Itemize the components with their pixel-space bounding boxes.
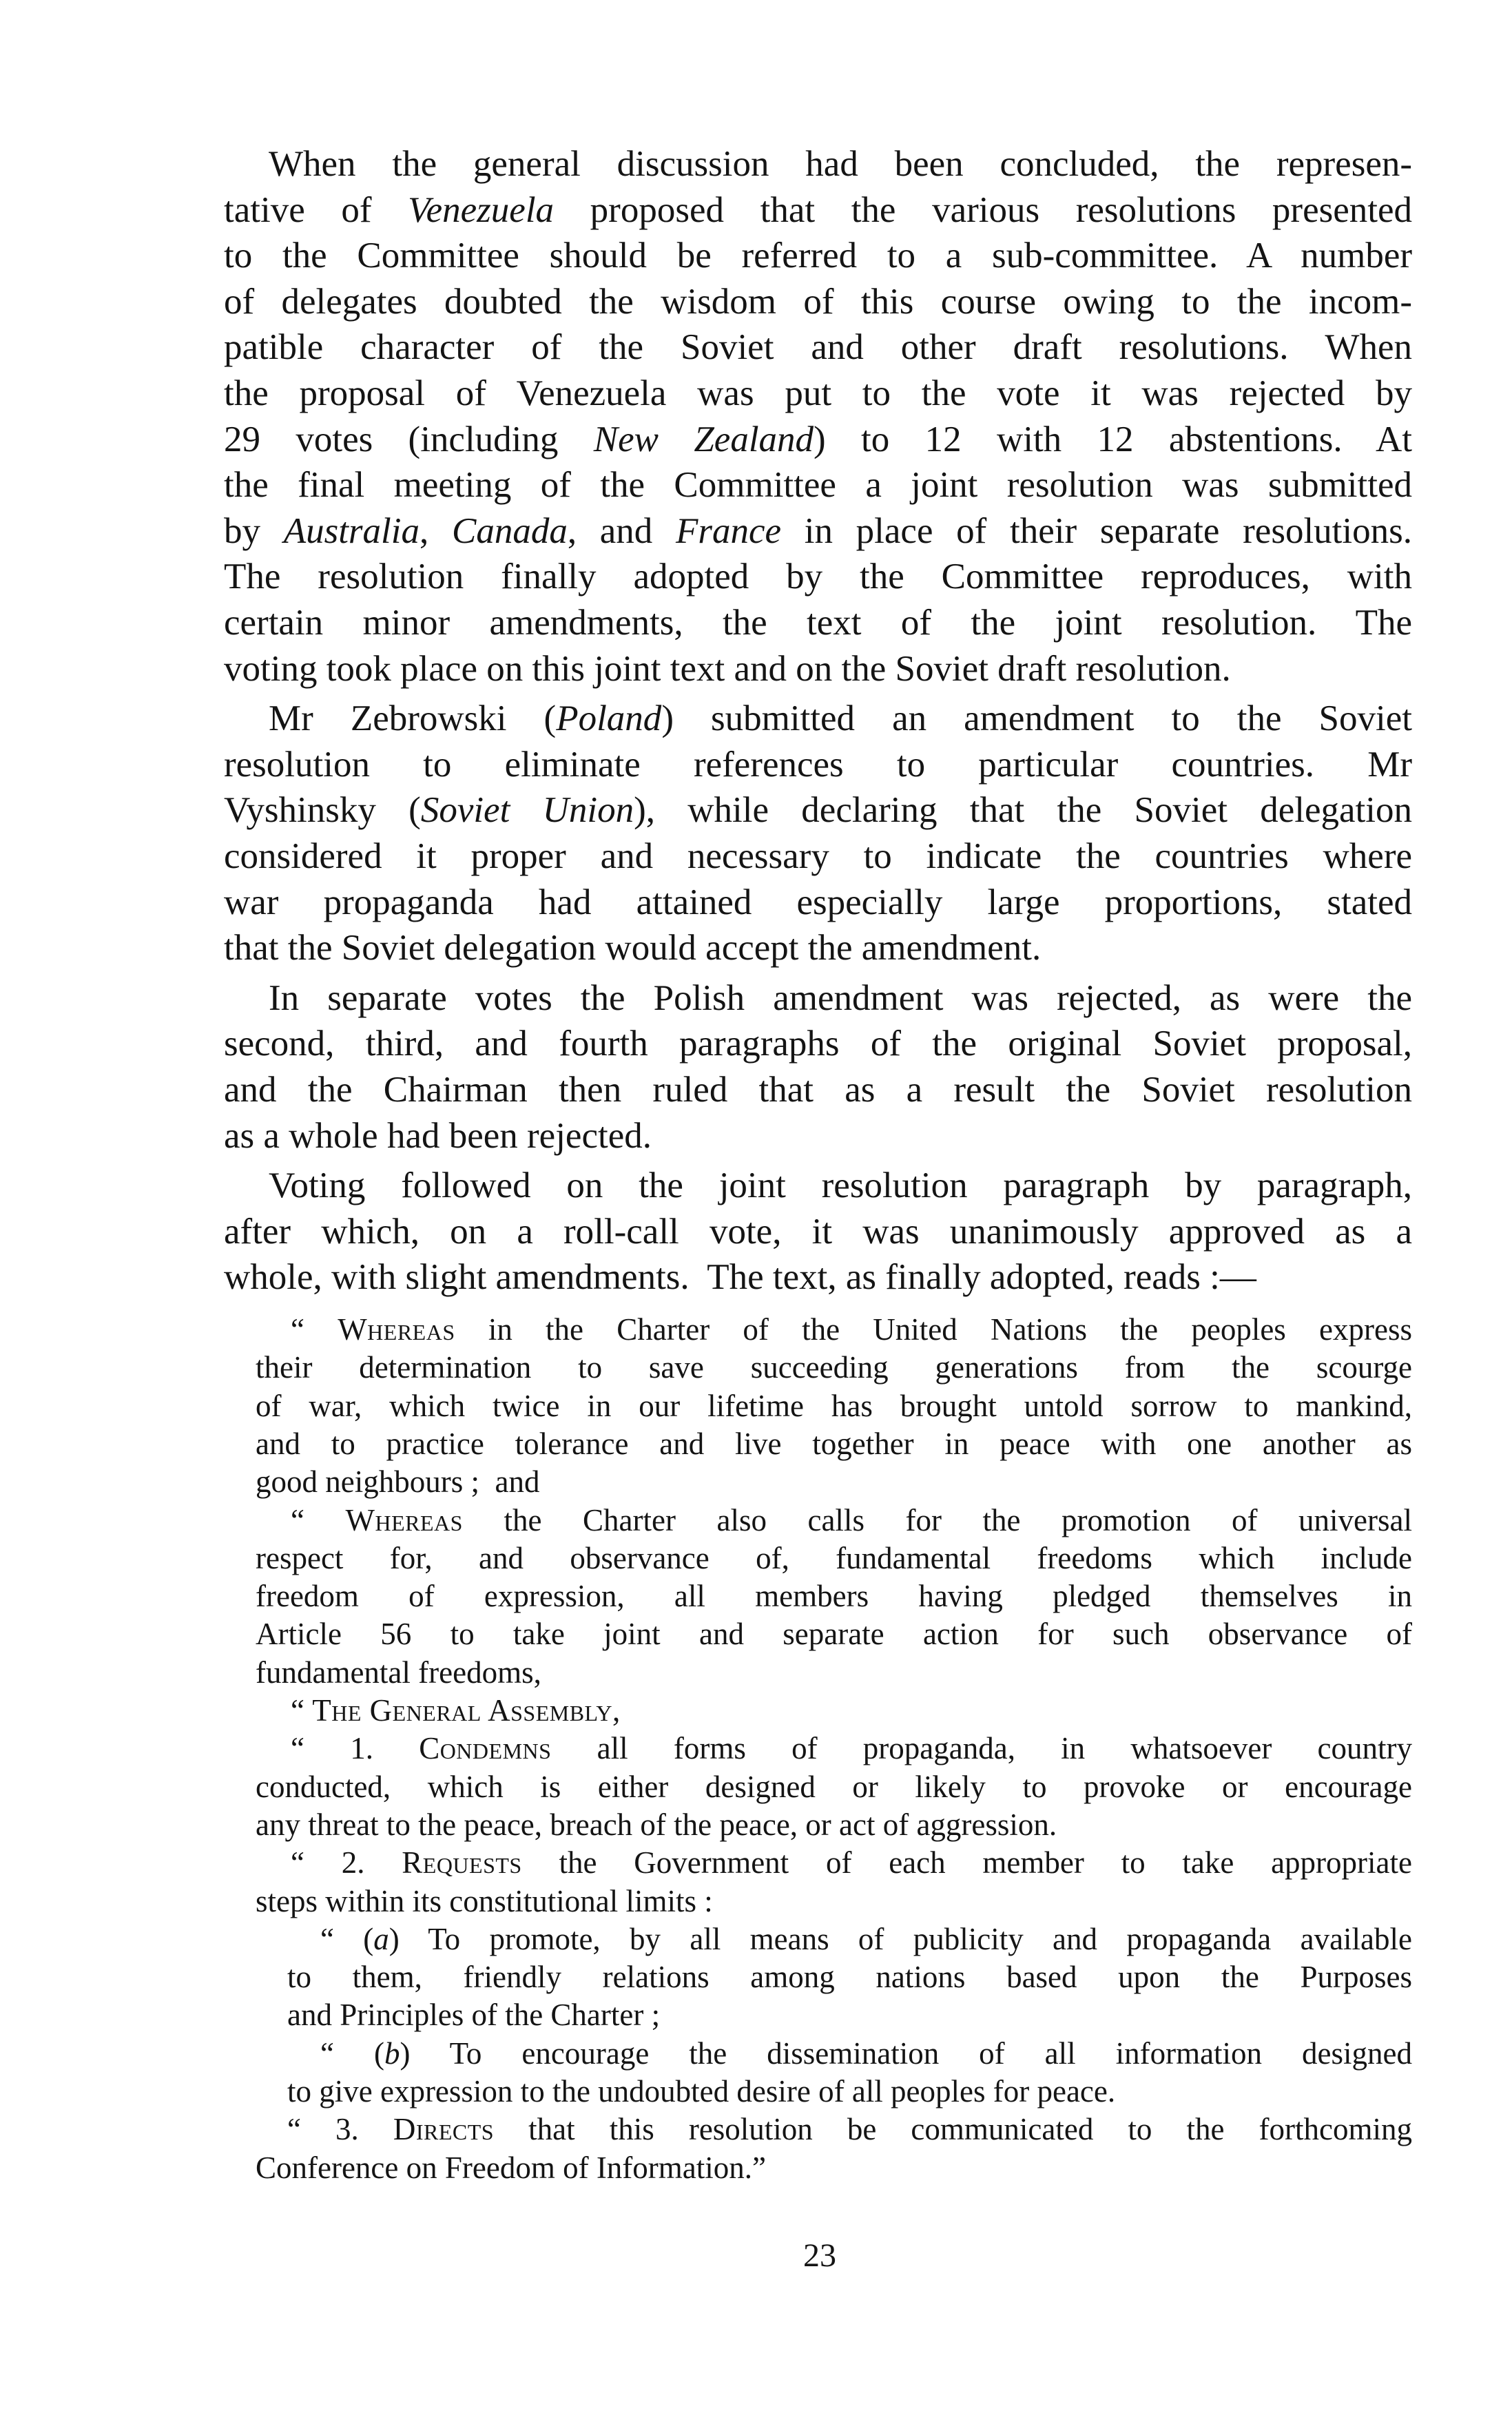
text-run: to the Committee should be referred to a sub-committee. A number [224,236,1412,276]
quote-line [291,1502,1412,1540]
text-run: second, third, and fourth paragraphs of the original Soviet proposal, [224,1024,1412,1064]
text-run: Article 56 to take joint and separate action for such observance of [256,1617,1412,1651]
quote-line [256,1654,1412,1692]
body-line [224,554,1412,600]
small-caps-text: Whereas [338,1312,455,1347]
text-run: In separate votes the Polish amendment was rejected, as were the [269,978,1412,1018]
body-line [224,508,1412,555]
text-run: considered it proper and necessary to indicate the countries where [224,836,1412,876]
text-run: the Government of each member to take appropriate [521,1845,1412,1880]
quote-line [291,1692,1412,1730]
italic-text: France [676,511,782,551]
text-run: “ ( [320,1922,374,1956]
text-run: ), while declaring that the Soviet delegation [634,790,1412,830]
text-run: , [612,1693,621,1728]
quote-line [291,1311,1412,1349]
quote-line [256,1387,1412,1425]
quote-line [256,1349,1412,1387]
quote-line [256,2149,1412,2187]
text-run: When the general discussion had been concluded, the represen- [269,144,1412,184]
italic-text: Canada [451,511,568,551]
quote-line [256,1768,1412,1806]
text-run: all forms of propaganda, in whatsoever country [551,1731,1413,1765]
text-run: that this resolution be communicated to the forthcoming [494,2112,1412,2146]
italic-text: Soviet Union [420,790,634,830]
quote-line [256,1577,1412,1615]
text-run: and to practice tolerance and live together in peace with one another as [256,1427,1412,1461]
quote-line [320,1920,1412,1958]
italic-text: a [373,1922,389,1956]
text-run: the final meeting of the Committee a joint resolution was submitted [224,465,1412,505]
text-run: certain minor amendments, the text of the joint resolution. The [224,603,1412,643]
text-run: that the Soviet delegation would accept the amendment. [224,928,1042,968]
small-caps-text: The General Assembly [312,1693,612,1728]
text-run: “ [291,1503,346,1537]
text-run: the proposal of Venezuela was put to the vote it was rejected by [224,373,1412,413]
text-run: ) submitted an amendment to the Soviet [661,698,1412,738]
quote-line [287,2111,1412,2148]
italic-text: Australia [283,511,420,551]
text-run: war propaganda had attained especially large proportions, stated [224,882,1412,922]
body-line [224,371,1412,417]
small-caps-text: Whereas [345,1503,463,1537]
small-caps-text: Requests [402,1845,522,1880]
body-line [224,233,1412,279]
text-run: voting took place on this joint text and on the Soviet draft resolution. [224,649,1231,689]
body-line [269,975,1412,1022]
text-run: in the Charter of the United Nations the peoples express [455,1312,1412,1347]
text-run: resolution to eliminate references to particular countries. Mr [224,745,1412,785]
text-run: respect for, and observance of, fundamental freedoms which include [256,1541,1412,1575]
quote-line [287,1996,1412,2034]
text-run: good neighbours ; and [256,1464,540,1499]
text-run: by [224,511,284,551]
text-run: in place of their separate resolutions. [781,511,1412,551]
quote-line [256,1806,1412,1844]
text-run: The resolution finally adopted by the Committee reproduces, with [224,557,1412,597]
text-run: tative of [224,190,408,230]
small-caps-text: Condemns [419,1731,552,1765]
text-run: ) To promote, by all means of publicity and propaganda available [389,1922,1412,1956]
quote-line [291,1844,1412,1882]
text-run: and the Chairman then ruled that as a result the Soviet resolution [224,1070,1412,1110]
text-run: freedom of expression, all members having pledged themselves in [256,1579,1412,1613]
text-run: proposed that the various resolutions presented [554,190,1413,230]
body-line [224,187,1412,234]
text-run: to give expression to the undoubted desire of all peoples for peace. [287,2074,1116,2108]
quote-line [320,2035,1412,2073]
text-run: , [420,511,452,551]
text-run: after which, on a roll-call vote, it was unanimously approved as a [224,1212,1412,1252]
body-line [224,462,1412,508]
text-run: their determination to save succeeding generations from the scourge [256,1350,1412,1385]
quote-line [256,1883,1412,1920]
text-run: patible character of the Soviet and other draft resolutions. When [224,327,1412,367]
text-run: fundamental freedoms, [256,1655,541,1690]
quote-line [256,1540,1412,1577]
quote-line [287,2073,1412,2111]
body-line [224,833,1412,880]
text-run: steps within its constitutional limits : [256,1884,713,1918]
text-run: “ ( [320,2036,384,2071]
body-line [224,417,1412,463]
text-run: of delegates doubted the wisdom of this course owing to the incom- [224,282,1412,322]
text-run: , and [567,511,676,551]
quote-line [256,1425,1412,1463]
quote-line [256,1463,1412,1501]
body-line [224,1021,1412,1067]
text-run: and Principles of the Charter ; [287,1998,661,2032]
quote-line [287,1958,1412,1996]
page-number: 23 [803,2237,836,2274]
text-run: “ 3. [287,2112,393,2146]
text-run: ) To encourage the dissemination of all information designed [400,2036,1412,2071]
text-run: Vyshinsky ( [224,790,421,830]
body-line [224,646,1412,692]
text-run: Voting followed on the joint resolution paragraph by paragraph, [269,1165,1412,1205]
text-run: “ 1. [291,1731,420,1765]
italic-text: b [384,2036,400,2071]
italic-text: New Zealand [593,419,814,459]
body-line [224,880,1412,926]
quote-line [291,1730,1412,1768]
italic-text: Venezuela [408,190,555,230]
text-run: ) to 12 with 12 abstentions. At [814,419,1412,459]
text-run: the Charter also calls for the promotion of universal [462,1503,1412,1537]
body-line [269,1163,1412,1209]
body-line [224,279,1412,325]
body-line [224,787,1412,833]
body-line [224,324,1412,371]
text-run: “ [291,1312,338,1347]
body-line [224,1067,1412,1113]
body-line [224,1254,1412,1301]
text-run: “ 2. [291,1845,402,1880]
text-run: “ [291,1693,313,1728]
text-run: Conference on Freedom of Information.” [256,2151,766,2185]
text-run: 29 votes (including [224,419,594,459]
body-line [224,1209,1412,1255]
quote-line [256,1615,1412,1653]
body-line [224,925,1412,971]
body-line [224,742,1412,788]
text-run: Mr Zebrowski ( [269,698,557,738]
body-line [224,1113,1412,1159]
text-run: conducted, which is either designed or likely to provoke or encourage [256,1770,1412,1804]
italic-text: Poland [556,698,662,738]
text-run: of war, which twice in our lifetime has brought untold sorrow to mankind, [256,1389,1412,1423]
text-run: any threat to the peace, breach of the peace, or act of aggression. [256,1807,1057,1842]
text-run: to them, friendly relations among nations based upon the Purposes [287,1960,1412,1994]
body-line [224,600,1412,646]
body-line [269,696,1412,742]
text-run: as a whole had been rejected. [224,1116,652,1156]
body-line [269,141,1412,187]
small-caps-text: Directs [393,2112,495,2146]
text-run: whole, with slight amendments. The text, as finally adopted, reads :— [224,1257,1256,1297]
